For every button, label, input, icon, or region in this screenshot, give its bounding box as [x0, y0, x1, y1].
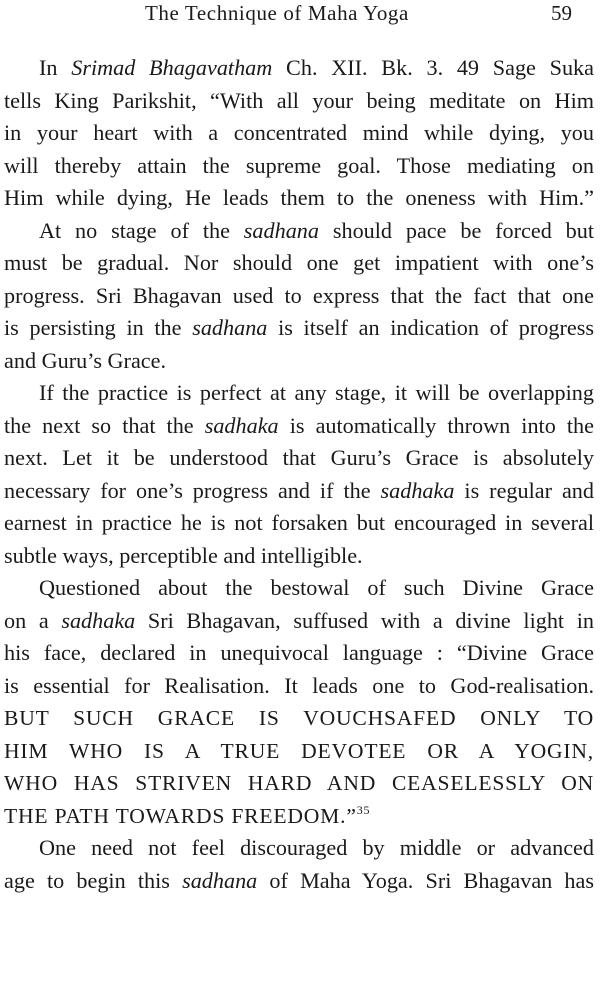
italic-term: sadhaka [204, 412, 279, 438]
text-line: WHO HAS STRIVEN HARD AND CEASELESSLY ON [4, 771, 594, 795]
text-line: tells King Parikshit, “With all your being meditate on Him [4, 87, 594, 113]
text-span: At no stage of the [39, 217, 244, 243]
running-header [0, 0, 600, 28]
text-line [4, 865, 594, 898]
italic-term: sadhana [243, 217, 319, 243]
italic-term: sadhaka [380, 477, 455, 503]
text-span: In [39, 55, 72, 80]
text-span: is regular and [454, 477, 594, 503]
text-line: Him while dying, He leads them to the oneness with Him.” [4, 185, 594, 210]
text-span: THE PATH TOWARDS FREEDOM.” [4, 803, 357, 828]
italic-term: Srimad Bhagavatham [71, 55, 273, 80]
text-line: his face, declared in unequivocal language : “Divine Grace [4, 640, 594, 665]
text-line [4, 605, 594, 638]
footnote-marker: 35 [356, 802, 371, 817]
text-line: is essential for Realisation. It leads one to God-realisation. [4, 672, 594, 698]
text-line: earnest in practice he is not forsaken but encouraged in several [4, 510, 594, 535]
text-span: should pace be forced but [319, 217, 594, 243]
text-line: One need not feel discouraged by middle or advanced [39, 835, 594, 860]
text-line: will thereby attain the supreme goal. Those mediating on [4, 152, 594, 178]
text-line: HIM WHO IS A TRUE DEVOTEE OR A YOGIN, [4, 738, 594, 763]
text-line [4, 800, 594, 833]
text-span: Sri Bhagavan, suffused with a divine light in [135, 607, 594, 633]
text-line: Questioned about the bestowal of such Divine Grace [39, 575, 594, 600]
text-line: next. Let it be understood that Guru’s Grace is absolutely [4, 445, 594, 470]
italic-term: sadhaka [61, 607, 136, 633]
italic-term: sadhana [192, 315, 268, 340]
text-line: If the practice is perfect at any stage, it will be overlapping [39, 380, 594, 405]
text-line: progress. Sri Bhagavan used to express that the fact that one [4, 282, 594, 308]
page-number: 59 [551, 1, 572, 25]
text-span: of Maha Yoga. Sri Bhagavan has [257, 867, 594, 893]
text-line [4, 410, 594, 443]
text-line [4, 52, 594, 85]
text-span: Ch. XII. Bk. 3. 49 Sage Suka [272, 55, 594, 80]
text-span: on a [4, 607, 62, 633]
body-text [4, 52, 594, 897]
text-line [4, 312, 594, 345]
text-span: necessary for one’s progress and if the [4, 477, 381, 503]
text-line [4, 215, 594, 248]
text-line: and Guru’s Grace. [4, 347, 167, 373]
text-span: is automatically thrown into the [278, 412, 594, 438]
text-span: is persisting in the [4, 315, 193, 340]
text-span: the next so that the [4, 412, 205, 438]
text-line: must be gradual. Nor should one get impatient with one’s [4, 250, 594, 275]
italic-term: sadhana [182, 867, 258, 893]
text-line: BUT SUCH GRACE IS VOUCHSAFED ONLY TO [4, 706, 594, 730]
running-title: The Technique of Maha Yoga [145, 1, 409, 25]
text-span: is itself an indication of progress [267, 315, 594, 340]
text-line: in your heart with a concentrated mind while dying, you [4, 120, 594, 145]
text-line: subtle ways, perceptible and intelligible. [4, 542, 363, 568]
text-span: age to begin this [4, 867, 183, 893]
text-line [4, 475, 594, 508]
